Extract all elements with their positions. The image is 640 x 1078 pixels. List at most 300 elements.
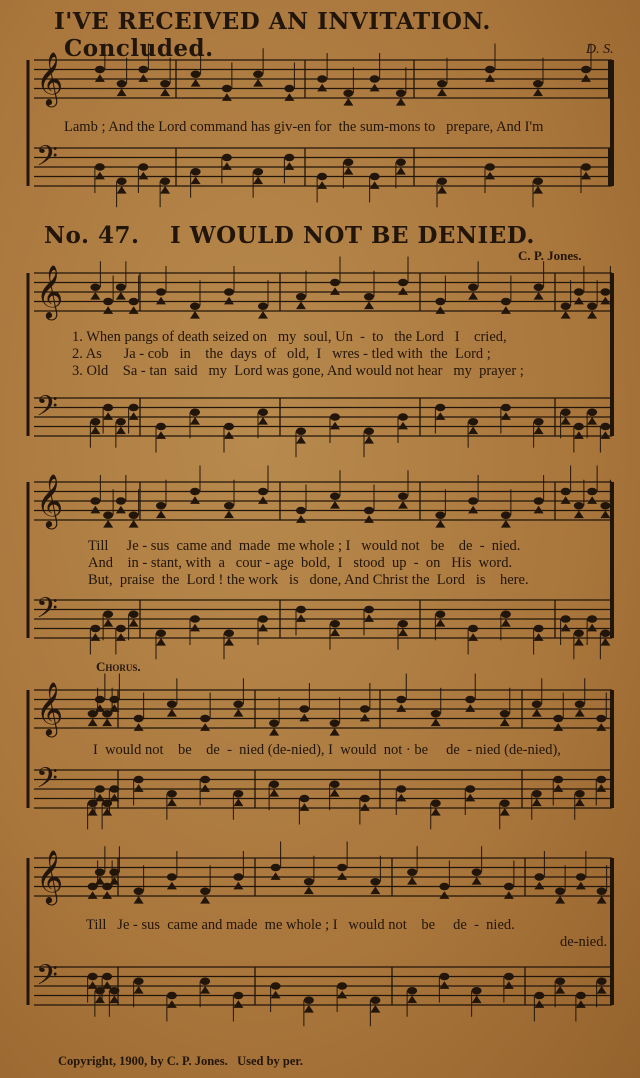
shape-note-head (190, 496, 200, 504)
shape-note-head (364, 515, 374, 523)
note-head (501, 298, 511, 306)
note-head (90, 418, 100, 426)
note-head (500, 799, 510, 807)
note-head (360, 705, 370, 713)
chorus-line-2: Till Je - sus came and made me whole ; I would not be de - nied. (86, 917, 515, 933)
note-head (190, 488, 200, 496)
shape-note-head (398, 501, 408, 509)
chorus-line-1: I would not be de - nied (de-nied), I would not · be de - nied (de-nied), (93, 742, 561, 758)
note-head (258, 488, 268, 496)
note-head (129, 298, 139, 306)
note-head (224, 502, 234, 510)
note-head (337, 982, 347, 990)
note-head (465, 696, 475, 704)
note-head (435, 298, 445, 306)
shape-note-head (134, 784, 144, 792)
note-head (296, 427, 306, 435)
note-head (167, 873, 177, 881)
note-head (398, 279, 408, 287)
shape-note-head (88, 891, 98, 899)
shape-note-head (253, 177, 263, 185)
shape-note-head (258, 496, 268, 504)
note-head (576, 992, 586, 1000)
note-head (468, 625, 478, 633)
treble-clef-icon: 𝄞 (36, 264, 64, 319)
shape-note-head (103, 619, 113, 627)
shape-note-head (129, 412, 139, 420)
note-head (364, 507, 374, 515)
shape-note-head (435, 412, 445, 420)
shape-note-head (156, 638, 166, 646)
note-head (343, 158, 353, 166)
shape-note-head (269, 728, 279, 736)
note-head (468, 283, 478, 291)
shape-note-head (129, 619, 139, 627)
shape-note-head (233, 709, 243, 717)
note-head (269, 719, 279, 727)
shape-note-head (95, 704, 105, 712)
shape-note-head (600, 638, 610, 646)
shape-note-head (167, 709, 177, 717)
shape-note-head (296, 614, 306, 622)
note-head (600, 502, 610, 510)
note-head (103, 610, 113, 618)
bass-clef-icon: 𝄢 (36, 389, 58, 430)
shape-note-head (233, 1000, 243, 1008)
note-head (167, 790, 177, 798)
shape-note-head (156, 431, 166, 439)
note-head (360, 795, 370, 803)
shape-note-head (222, 162, 232, 170)
note-head (597, 977, 607, 985)
shape-note-head (468, 506, 478, 514)
note-head (134, 776, 144, 784)
note-head (134, 977, 144, 985)
note-head (102, 973, 112, 981)
note-head (587, 488, 597, 496)
note-head (500, 710, 510, 718)
note-head (258, 615, 268, 623)
shape-note-head (574, 431, 584, 439)
note-head (138, 66, 148, 74)
note-head (553, 776, 563, 784)
note-head (191, 70, 201, 78)
note-head (485, 163, 495, 171)
shape-note-head (317, 181, 327, 189)
note-head (435, 511, 445, 519)
shape-note-head (299, 803, 309, 811)
note-head (555, 887, 565, 895)
shape-note-head (575, 799, 585, 807)
shape-note-head (233, 799, 243, 807)
note-head (343, 89, 353, 97)
verse-3-line-1: 3. Old Sa - tan said my Lord was gone, And would not hear my prayer ; (72, 363, 524, 379)
shape-note-head (435, 619, 445, 627)
shape-note-head (271, 872, 281, 880)
shape-note-head (504, 891, 514, 899)
chorus-echo: de-nied. (560, 934, 608, 950)
shape-note-head (296, 436, 306, 444)
shape-note-head (501, 520, 511, 528)
note-head (103, 298, 113, 306)
copyright: Copyright, 1900, by C. P. Jones. Used by per. (58, 1054, 303, 1068)
shape-note-head (167, 799, 177, 807)
shape-note-head (553, 784, 563, 792)
note-head (95, 66, 105, 74)
note-head (398, 492, 408, 500)
note-head (190, 615, 200, 623)
note-head (224, 423, 234, 431)
note-head (398, 413, 408, 421)
shape-note-head (343, 167, 353, 175)
shape-note-head (534, 292, 544, 300)
shape-note-head (600, 297, 610, 305)
note-head (501, 511, 511, 519)
note-head (190, 408, 200, 416)
shape-note-head (330, 287, 340, 295)
shape-note-head (304, 887, 314, 895)
shape-note-head (317, 84, 327, 92)
shape-note-head (581, 74, 591, 82)
shape-note-head (360, 803, 370, 811)
shape-note-head (103, 306, 113, 314)
shape-note-head (337, 991, 347, 999)
shape-note-head (330, 629, 340, 637)
shape-note-head (88, 808, 98, 816)
shape-note-head (134, 723, 144, 731)
shape-note-head (102, 719, 112, 727)
note-head (138, 163, 148, 171)
shape-note-head (222, 93, 232, 101)
shape-note-head (258, 311, 268, 319)
note-head (253, 168, 263, 176)
shape-note-head (534, 506, 544, 514)
bass-clef-icon: 𝄢 (36, 761, 58, 802)
hymn-number: No. 47. (44, 222, 140, 249)
note-head (364, 606, 374, 614)
shape-note-head (370, 84, 380, 92)
shape-note-head (600, 511, 610, 519)
note-head (90, 283, 100, 291)
note-head (233, 700, 243, 708)
shape-note-head (156, 297, 166, 305)
note-head (296, 293, 306, 301)
note-head (534, 283, 544, 291)
note-head (555, 977, 565, 985)
note-head (472, 987, 482, 995)
shape-note-head (116, 633, 126, 641)
note-head (190, 302, 200, 310)
note-head (575, 700, 585, 708)
shape-note-head (435, 520, 445, 528)
note-head (271, 982, 281, 990)
note-head (396, 89, 406, 97)
note-head (431, 710, 441, 718)
note-head (317, 173, 327, 181)
shape-note-head (533, 186, 543, 194)
note-head (596, 715, 606, 723)
shape-note-head (587, 496, 597, 504)
note-head (88, 973, 98, 981)
note-head (407, 868, 417, 876)
shape-note-head (561, 417, 571, 425)
shape-note-head (534, 427, 544, 435)
note-head (103, 511, 113, 519)
shape-note-head (296, 515, 306, 523)
concluded-label: Concluded. (64, 35, 214, 62)
shape-note-head (258, 624, 268, 632)
note-head (574, 288, 584, 296)
note-head (95, 785, 105, 793)
note-head (468, 497, 478, 505)
note-head (435, 404, 445, 412)
shape-note-head (501, 412, 511, 420)
shape-note-head (102, 808, 112, 816)
shape-note-head (534, 1000, 544, 1008)
previous-hymn-title-text: I'VE RECEIVED AN INVITATION. (54, 8, 491, 35)
note-head (103, 404, 113, 412)
shape-note-head (88, 719, 98, 727)
note-head (299, 795, 309, 803)
shape-note-head (435, 306, 445, 314)
note-head (95, 696, 105, 704)
shape-note-head (330, 501, 340, 509)
note-head (134, 887, 144, 895)
shape-note-head (587, 624, 597, 632)
shape-note-head (576, 882, 586, 890)
shape-note-head (90, 633, 100, 641)
note-head (90, 497, 100, 505)
note-head (600, 423, 610, 431)
shape-note-head (134, 986, 144, 994)
note-head (504, 973, 514, 981)
note-head (253, 70, 263, 78)
note-head (532, 700, 542, 708)
shape-note-head (117, 89, 127, 97)
note-head (191, 168, 201, 176)
shape-note-head (468, 427, 478, 435)
note-head (200, 887, 210, 895)
shape-note-head (233, 882, 243, 890)
shape-note-head (575, 709, 585, 717)
note-head (330, 620, 340, 628)
shape-note-head (439, 981, 449, 989)
note-head (396, 696, 406, 704)
note-head (258, 408, 268, 416)
note-head (330, 279, 340, 287)
shape-note-head (103, 520, 113, 528)
note-head (167, 700, 177, 708)
note-head (485, 66, 495, 74)
note-head (396, 158, 406, 166)
note-head (95, 868, 105, 876)
shape-note-head (437, 186, 447, 194)
shape-note-head (396, 167, 406, 175)
note-head (337, 864, 347, 872)
note-head (317, 75, 327, 83)
shape-note-head (431, 719, 441, 727)
note-head (437, 177, 447, 185)
shape-note-head (596, 784, 606, 792)
shape-note-head (138, 172, 148, 180)
note-head (117, 80, 127, 88)
bass-clef-icon: 𝄢 (36, 139, 58, 180)
note-head (109, 785, 119, 793)
shape-note-head (200, 723, 210, 731)
note-head (501, 610, 511, 618)
shape-note-head (587, 311, 597, 319)
note-head (533, 177, 543, 185)
shape-note-head (95, 877, 105, 885)
note-head (370, 75, 380, 83)
shape-note-head (370, 1005, 380, 1013)
shape-note-head (271, 991, 281, 999)
shape-note-head (581, 172, 591, 180)
shape-note-head (504, 981, 514, 989)
shape-note-head (224, 431, 234, 439)
shape-note-head (485, 172, 495, 180)
note-head (364, 293, 374, 301)
shape-note-head (90, 427, 100, 435)
shape-note-head (534, 633, 544, 641)
note-head (574, 423, 584, 431)
shape-note-head (597, 896, 607, 904)
shape-note-head (95, 172, 105, 180)
shape-note-head (360, 714, 370, 722)
note-head (109, 696, 119, 704)
note-head (600, 629, 610, 637)
shape-note-head (116, 427, 126, 435)
shape-note-head (396, 794, 406, 802)
shape-note-head (284, 93, 294, 101)
shape-note-head (396, 98, 406, 106)
note-head (504, 883, 514, 891)
shape-note-head (472, 996, 482, 1004)
note-head (304, 878, 314, 886)
treble-clef-icon: 𝄞 (36, 849, 64, 904)
shape-note-head (472, 877, 482, 885)
shape-note-head (501, 619, 511, 627)
shape-note-head (167, 1000, 177, 1008)
verse-2-line-2: And in - stant, with a cour - age bold, I stood up - on His word. (88, 555, 513, 571)
shape-note-head (407, 996, 417, 1004)
shape-note-head (574, 638, 584, 646)
treble-clef-icon: 𝄞 (36, 473, 64, 528)
shape-note-head (485, 74, 495, 82)
shape-note-head (337, 872, 347, 880)
note-head (160, 177, 170, 185)
shape-note-head (95, 74, 105, 82)
note-head (233, 992, 243, 1000)
ds-marking: D. S. (586, 42, 614, 57)
shape-note-head (102, 891, 112, 899)
shape-note-head (596, 723, 606, 731)
shape-note-head (431, 808, 441, 816)
verse-1-line-2: Till Je - sus came and made me whole ; I would not be de - nied. (88, 538, 521, 554)
note-head (116, 625, 126, 633)
note-head (109, 868, 119, 876)
note-head (364, 427, 374, 435)
shape-note-head (468, 633, 478, 641)
shape-note-head (224, 297, 234, 305)
shape-note-head (398, 287, 408, 295)
shape-note-head (90, 292, 100, 300)
note-head (468, 418, 478, 426)
shape-note-head (134, 896, 144, 904)
shape-note-head (574, 297, 584, 305)
note-head (370, 878, 380, 886)
note-head (284, 154, 294, 162)
shape-note-head (330, 789, 340, 797)
shape-note-head (160, 89, 170, 97)
note-head (269, 780, 279, 788)
note-head (233, 790, 243, 798)
note-head (116, 497, 126, 505)
note-head (439, 973, 449, 981)
note-head (330, 413, 340, 421)
shape-note-head (561, 311, 571, 319)
note-head (587, 302, 597, 310)
shape-note-head (561, 624, 571, 632)
shape-note-head (439, 891, 449, 899)
shape-note-head (200, 896, 210, 904)
note-head (304, 996, 314, 1004)
note-head (296, 606, 306, 614)
shape-note-head (576, 1000, 586, 1008)
shape-note-head (343, 98, 353, 106)
note-head (129, 610, 139, 618)
note-head (534, 992, 544, 1000)
shape-note-head (398, 629, 408, 637)
shape-note-head (330, 728, 340, 736)
verse-3-line-2: But, praise the Lord ! the work is done, And Christ the Lord is here. (88, 572, 529, 588)
note-head (299, 705, 309, 713)
shape-note-head (555, 986, 565, 994)
note-head (597, 887, 607, 895)
shape-note-head (597, 986, 607, 994)
shape-note-head (191, 177, 201, 185)
shape-note-head (501, 306, 511, 314)
note-head (200, 977, 210, 985)
note-head (431, 799, 441, 807)
shape-note-head (190, 417, 200, 425)
note-head (156, 423, 166, 431)
verse-1-line-1: 1. When pangs of death seized on my soul, Un - to the Lord I cried, (72, 329, 507, 345)
shape-note-head (284, 162, 294, 170)
note-head (330, 492, 340, 500)
shape-note-head (396, 704, 406, 712)
note-head (435, 610, 445, 618)
shape-note-head (465, 704, 475, 712)
note-head (596, 776, 606, 784)
shape-note-head (299, 714, 309, 722)
note-head (370, 996, 380, 1004)
note-head (222, 85, 232, 93)
shape-note-head (553, 723, 563, 731)
shape-note-head (138, 74, 148, 82)
note-head (233, 873, 243, 881)
note-head (561, 408, 571, 416)
treble-clef-icon: 𝄞 (36, 51, 64, 106)
note-head (574, 629, 584, 637)
shape-note-head (398, 422, 408, 430)
shape-note-head (224, 638, 234, 646)
note-head (156, 502, 166, 510)
shape-note-head (156, 511, 166, 519)
shape-note-head (587, 417, 597, 425)
shape-note-head (407, 877, 417, 885)
treble-clef-icon: 𝄞 (36, 681, 64, 736)
